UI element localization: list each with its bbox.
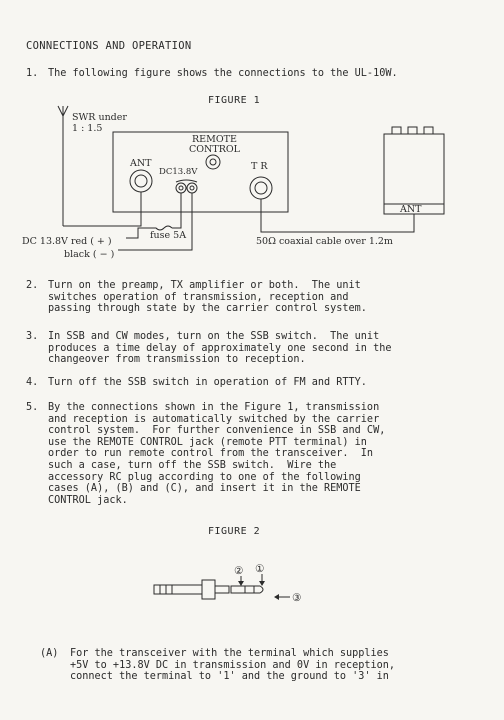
case-text: connect the terminal to '1' and the ground to '3' in <box>70 671 389 683</box>
tr-connector <box>250 177 272 199</box>
terminal-3-label: ③ <box>292 592 302 604</box>
terminal-1-arrowhead <box>259 581 265 586</box>
remote-control-label: REMOTE <box>192 134 237 145</box>
item-text: In SSB and CW modes, turn on the SSB switch. The unit <box>48 331 380 342</box>
case-label: (A) <box>40 648 59 659</box>
figure-2-diagram <box>0 555 504 610</box>
swr-label: SWR under <box>72 112 127 123</box>
case-text: +5V to +13.8V DC in transmission and 0V in reception, <box>70 659 396 671</box>
terminal-1-label: ① <box>255 563 265 575</box>
item-text: Turn on the preamp, TX amplifier or both. The unit <box>48 280 361 291</box>
figure-1-diagram <box>0 100 504 265</box>
item-number: 4. <box>26 377 39 388</box>
transceiver-ant-label: ANT <box>400 204 422 215</box>
item-text: changeover from transmission to reception. <box>48 354 306 366</box>
instruction-1 <box>26 68 398 80</box>
dc-red-label: DC 13.8V red ( + ) <box>22 236 112 247</box>
terminal-3-arrowhead <box>274 594 279 600</box>
fuse-label: fuse 5A <box>150 230 187 241</box>
terminal-2-label: ② <box>234 565 244 577</box>
item-number: 5. <box>26 402 39 413</box>
instruction-4 <box>26 377 367 389</box>
item-text: Turn off the SSB switch in operation of FM and RTTY. <box>48 377 367 388</box>
item-text: cases (A), (B) and (C), and insert it in the REMOTE <box>48 483 361 495</box>
swr-value: 1 : 1.5 <box>72 123 103 134</box>
ant-connector <box>130 170 152 192</box>
item-text: passing through state by the carrier control system. <box>48 303 367 315</box>
remote-control-jack <box>206 155 220 169</box>
item-text: such a case, turn off the SSB switch. Wire the <box>48 459 337 471</box>
item-text: By the connections shown in the Figure 1, transmission <box>48 402 380 413</box>
transceiver-box <box>384 127 444 214</box>
dc-red-wire <box>172 193 181 228</box>
dc-power-connector <box>176 180 197 193</box>
coax-cable-label: 50Ω coaxial cable over 1.2m <box>256 236 393 247</box>
figure-1-title: FIGURE 1 <box>208 95 261 106</box>
case-a-paragraph <box>40 648 395 683</box>
ant-connector-label: ANT <box>130 158 152 169</box>
tr-connector-label: T R <box>251 161 268 172</box>
dc-connector-label: DC13.8V <box>159 167 198 177</box>
case-text: For the transceiver with the terminal which supplies <box>70 648 389 659</box>
remote-control-label-2: CONTROL <box>189 144 240 155</box>
dc-black-label: black ( − ) <box>64 249 115 260</box>
item-text: The following figure shows the connections to the UL-10W. <box>48 68 398 79</box>
instruction-2 <box>26 280 367 315</box>
instruction-3 <box>26 331 391 366</box>
item-text: CONTROL jack. <box>48 494 128 506</box>
item-text: control system. For further convenience in SSB and CW, <box>48 425 386 437</box>
terminal-2-arrowhead <box>238 581 244 586</box>
item-text: order to run remote control from the transceiver. In <box>48 448 374 460</box>
item-number: 1. <box>26 68 39 79</box>
item-text: and reception is automatically switched by the carrier <box>48 413 380 425</box>
section-heading: CONNECTIONS AND OPERATION <box>26 40 192 52</box>
item-text: switches operation of transmission, reception and <box>48 291 349 303</box>
antenna-cable <box>63 192 141 226</box>
rc-plug-drawing <box>154 580 263 599</box>
item-text: produces a time delay of approximately one second in the <box>48 342 392 354</box>
figure-2-title: FIGURE 2 <box>208 526 261 537</box>
item-text: use the REMOTE CONTROL jack (remote PTT terminal) in <box>48 436 367 448</box>
instruction-5 <box>26 402 385 506</box>
antenna-symbol <box>58 106 68 226</box>
item-number: 2. <box>26 280 39 291</box>
item-number: 3. <box>26 331 39 342</box>
item-text: accessory RC plug according to one of the following <box>48 471 361 483</box>
